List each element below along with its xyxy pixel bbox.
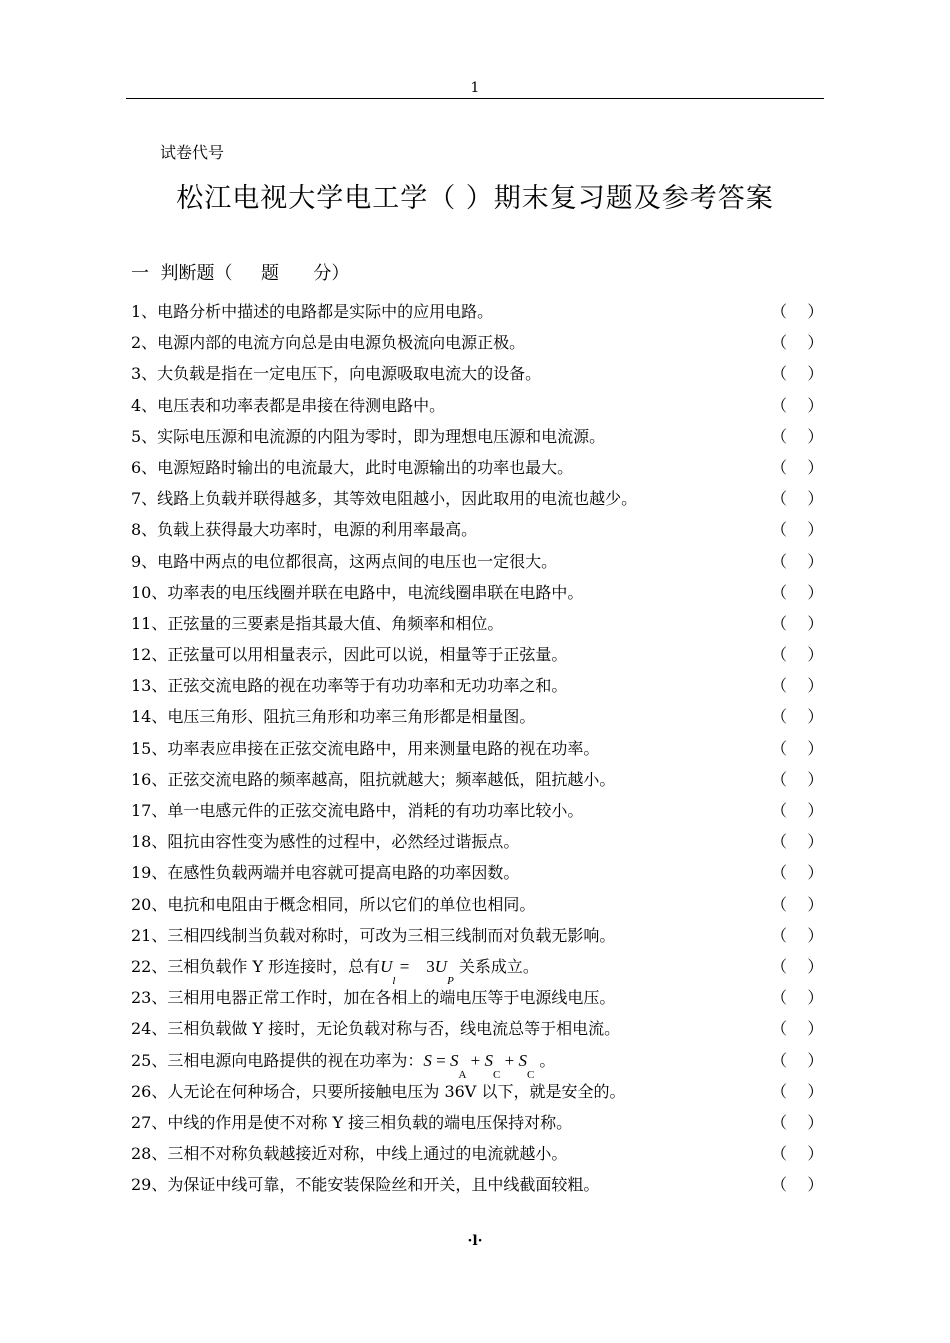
formula-symbol: S (518, 1050, 527, 1070)
formula-subscript: l (392, 974, 396, 987)
question-row (131, 296, 824, 327)
question-row (131, 1169, 824, 1200)
question-text: 5、实际电压源和电流源的内阻为零时，即为理想电压源和电流源。 (131, 426, 606, 446)
answer-blank[interactable]: （ ） (771, 676, 824, 696)
question-text: 29、为保证中线可靠，不能安装保险丝和开关，且中线截面较粗。 (131, 1175, 600, 1195)
question-text: 19、在感性负载两端并电容就可提高电路的功率因数。 (131, 863, 520, 883)
question-text: 23、三相用电器正常工作时，加在各相上的端电压等于电源线电压。 (131, 988, 616, 1008)
formula-subscript: C (526, 1068, 535, 1081)
paper-code-label: 试卷代号 (160, 143, 225, 162)
answer-blank[interactable]: （ ） (771, 1019, 824, 1039)
question-row (131, 1076, 824, 1107)
question-row (131, 857, 824, 888)
answer-blank[interactable]: （ ） (771, 1175, 824, 1195)
formula-coefficient: 3 (426, 956, 435, 976)
question-text: 2、电源内部的电流方向总是由电源负极流向电源正极。 (131, 333, 526, 353)
answer-blank[interactable]: （ ） (771, 1081, 824, 1101)
question-row (131, 358, 824, 389)
question-row (131, 764, 824, 795)
answer-blank[interactable]: （ ） (771, 956, 824, 976)
question-row (131, 1138, 824, 1169)
question-row (131, 1107, 824, 1138)
section-heading: 一 判断题（ 题 分） (131, 263, 350, 284)
question-text: 6、电源短路时输出的电流最大，此时电源输出的功率也最大。 (131, 457, 574, 477)
question-row (131, 670, 824, 701)
question-text: 8、负载上获得最大功率时，电源的利用率最高。 (131, 520, 478, 540)
formula-operator: = (399, 956, 410, 976)
question-text: 22、三相负载作 Y 形连接时，总有 (131, 956, 381, 976)
formula-symbol: U (380, 956, 393, 976)
formula-subscript: A (458, 1068, 467, 1081)
question-row (131, 483, 824, 514)
apparent-power-formula (423, 1045, 534, 1079)
page-number: 1 (470, 80, 480, 96)
formula-operator: + (470, 1050, 481, 1070)
question-text: 26、人无论在何种场合，只要所接触电压为 36V 以下，就是安全的。 (131, 1081, 626, 1101)
formula-operator: + (504, 1050, 515, 1070)
question-text: 25、三相电源向电路提供的视在功率为： (131, 1050, 424, 1070)
question-row (131, 639, 824, 670)
question-text: 7、线路上负载并联得越多，其等效电阻越小，因此取用的电流也越少。 (131, 489, 638, 509)
question-row (131, 577, 824, 608)
question-row (131, 795, 824, 826)
question-row (131, 733, 824, 764)
question-text: 13、正弦交流电路的视在功率等于有功功率和无功功率之和。 (131, 676, 568, 696)
question-row (131, 1045, 824, 1081)
question-text: 11、正弦量的三要素是指其最大值、角频率和相位。 (131, 613, 504, 633)
question-text: 16、正弦交流电路的频率越高，阻抗就越大；频率越低，阻抗越小。 (131, 769, 616, 789)
question-text: 12、正弦量可以用相量表示，因此可以说，相量等于正弦量。 (131, 645, 568, 665)
question-row (131, 920, 824, 951)
answer-blank[interactable]: （ ） (771, 832, 824, 852)
answer-blank[interactable]: （ ） (771, 426, 824, 446)
answer-blank[interactable]: （ ） (771, 707, 824, 727)
question-row (131, 982, 824, 1013)
question-row (131, 452, 824, 483)
question-text-with-formula (131, 951, 539, 985)
answer-blank[interactable]: （ ） (771, 894, 824, 914)
question-row (131, 608, 824, 639)
question-text-suffix: 。 (539, 1050, 556, 1070)
formula-operator: = (436, 1050, 446, 1070)
question-row (131, 826, 824, 857)
answer-blank[interactable]: （ ） (771, 1144, 824, 1164)
question-row (131, 951, 824, 987)
question-text: 17、单一电感元件的正弦交流电路中，消耗的有功功率比较小。 (131, 801, 584, 820)
answer-blank[interactable]: （ ） (771, 489, 824, 509)
question-row (131, 421, 824, 452)
formula-symbol: U (434, 956, 448, 976)
question-text: 4、电压表和功率表都是串接在待测电路中。 (131, 395, 446, 415)
formula-subscript: C (493, 1068, 501, 1081)
question-text: 27、中线的作用是使不对称 Y 接三相负载的端电压保持对称。 (131, 1112, 573, 1132)
answer-blank[interactable]: （ ） (771, 769, 824, 789)
question-text: 10、功率表的电压线圈并联在电路中，电流线圈串联在电路中。 (131, 582, 584, 602)
header-rule (126, 98, 824, 99)
question-text: 28、三相不对称负载越接近对称，中线上通过的电流就越小。 (131, 1144, 568, 1164)
question-row (131, 514, 824, 545)
answer-blank[interactable]: （ ） (771, 1050, 824, 1070)
question-text: 14、电压三角形、阻抗三角形和功率三角形都是相量图。 (131, 707, 536, 727)
question-text: 9、电路中两点的电位都很高，这两点间的电压也一定很大。 (131, 551, 558, 571)
question-row (131, 1013, 824, 1044)
question-row (131, 546, 824, 577)
answer-blank[interactable]: （ ） (771, 582, 824, 602)
answer-blank[interactable]: （ ） (771, 645, 824, 665)
formula-symbol: S (423, 1050, 432, 1070)
formula-symbol: S (449, 1050, 459, 1070)
question-text: 15、功率表应串接在正弦交流电路中，用来测量电路的视在功率。 (131, 738, 600, 758)
question-text-suffix: 关系成立。 (458, 956, 539, 976)
question-text: 1、电路分析中描述的电路都是实际中的应用电路。 (131, 302, 494, 321)
answer-blank[interactable]: （ ） (771, 801, 824, 820)
question-row (131, 889, 824, 920)
footer-mark: ·l· (467, 1233, 483, 1249)
answer-blank[interactable]: （ ） (771, 738, 824, 758)
question-text: 21、三相四线制当负载对称时，可改为三相三线制而对负载无影响。 (131, 925, 616, 945)
question-list (131, 296, 824, 1200)
answer-blank[interactable]: （ ） (771, 364, 824, 384)
answer-blank[interactable]: （ ） (771, 863, 824, 883)
answer-blank[interactable]: （ ） (771, 1112, 824, 1132)
question-text-with-formula (131, 1045, 555, 1079)
question-row (131, 390, 824, 421)
question-row (131, 327, 824, 358)
formula-subscript: P (447, 974, 454, 987)
answer-blank[interactable]: （ ） (771, 925, 824, 945)
answer-blank[interactable]: （ ） (771, 302, 824, 321)
line-phase-voltage-formula (380, 951, 454, 985)
answer-blank[interactable]: （ ） (771, 988, 824, 1008)
answer-blank[interactable]: （ ） (771, 457, 824, 477)
answer-blank[interactable]: （ ） (771, 520, 824, 540)
answer-blank[interactable]: （ ） (771, 613, 824, 633)
question-text: 3、大负载是指在一定电压下，向电源吸取电流大的设备。 (131, 364, 542, 384)
page-title: 松江电视大学电工学（ ）期末复习题及参考答案 (176, 183, 774, 214)
question-text: 18、阻抗由容性变为感性的过程中，必然经过谐振点。 (131, 832, 520, 852)
answer-blank[interactable]: （ ） (771, 551, 824, 571)
question-row (131, 701, 824, 732)
answer-blank[interactable]: （ ） (771, 395, 824, 415)
formula-symbol: S (484, 1050, 494, 1070)
answer-blank[interactable]: （ ） (771, 333, 824, 353)
question-text: 20、电抗和电阻由于概念相同，所以它们的单位也相同。 (131, 894, 536, 914)
question-text: 24、三相负载做 Y 接时，无论负载对称与否，线电流总等于相电流。 (131, 1019, 621, 1039)
